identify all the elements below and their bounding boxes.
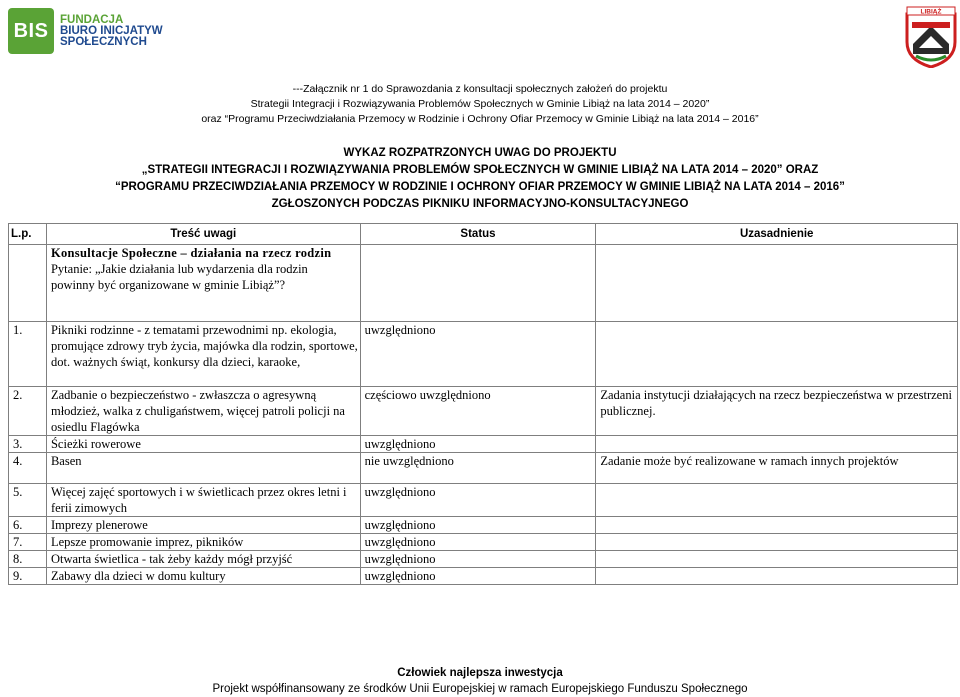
row-number: 4. bbox=[9, 453, 47, 484]
row-text: Imprezy plenerowe bbox=[46, 517, 360, 534]
header-status: Status bbox=[360, 224, 596, 245]
table-row bbox=[9, 387, 958, 436]
footer-slogan: Człowiek najlepsza inwestycja bbox=[397, 667, 563, 679]
table-row bbox=[9, 453, 958, 484]
libiaz-crest-icon bbox=[904, 4, 958, 68]
row-text: Więcej zajęć sportowych i w świetlicach przez okres letni i ferii zimowych bbox=[46, 484, 360, 517]
row-text: Pikniki rodzinne - z tematami przewodnimi np. ekologia, promujące zdrowy tryb życia, majówka dla rodzin, sportowe, dot. ważnych świąt, konkursy dla dzieci, karaoke, bbox=[46, 322, 360, 387]
row-status: nie uwzględniono bbox=[360, 453, 596, 484]
intro-cell bbox=[46, 245, 360, 322]
title-line2: „STRATEGII INTEGRACJI I ROZWIĄZYWANIA PROBLEMÓW SPOŁECZNYCH W GMINIE LIBIĄŻ NA LATA 2014 – 2020” ORAZ bbox=[141, 164, 819, 176]
row-text: Otwarta świetlica - tak żeby każdy mógł przyjść bbox=[46, 551, 360, 568]
foundation-name-line3: SPOŁECZNYCH bbox=[60, 35, 147, 48]
row-status: uwzględniono bbox=[360, 568, 596, 585]
row-reason bbox=[596, 551, 958, 568]
row-status: uwzględniono bbox=[360, 322, 596, 387]
intro-question: Pytanie: „Jakie działania lub wydarzenia dla rodzin powinny być organizowane w gminie Libiąż”? bbox=[50, 262, 308, 292]
document-header bbox=[0, 82, 960, 127]
row-number: 1. bbox=[9, 322, 47, 387]
bis-logo-mark: BIS bbox=[8, 8, 54, 54]
crest-label: LIBIĄŻ bbox=[920, 8, 942, 16]
intro-title: Konsultacje Społeczne – działania na rzecz rodzin bbox=[50, 246, 332, 260]
table-row bbox=[9, 551, 958, 568]
row-reason bbox=[596, 568, 958, 585]
table-row bbox=[9, 517, 958, 534]
row-status: uwzględniono bbox=[360, 517, 596, 534]
row-number: 2. bbox=[9, 387, 47, 436]
row-text: Ścieżki rowerowe bbox=[46, 436, 360, 453]
table-row bbox=[9, 322, 958, 387]
foundation-name bbox=[60, 15, 163, 48]
row-text: Zadbanie o bezpieczeństwo - zwłaszcza o agresywną młodzież, walka z chuligaństwem, więcej patroli policji na osiedlu Flagówka bbox=[46, 387, 360, 436]
row-reason: Zadanie może być realizowane w ramach innych projektów bbox=[596, 453, 958, 484]
foundation-name-line2: BIURO INICJATYW bbox=[60, 24, 163, 37]
row-reason bbox=[596, 534, 958, 551]
row-reason bbox=[596, 484, 958, 517]
row-reason: Zadania instytucji działających na rzecz bezpieczeństwa w przestrzeni publicznej. bbox=[596, 387, 958, 436]
header-line2: Strategii Integracji i Rozwiązywania Problemów Społecznych w Gminie Libiąż na lata 2014 – 2020” bbox=[250, 98, 710, 110]
row-reason bbox=[596, 322, 958, 387]
bis-logo bbox=[8, 8, 163, 54]
title-line4: ZGŁOSZONYCH PODCZAS PIKNIKU INFORMACYJNO-KONSULTACYJNEGO bbox=[271, 198, 689, 210]
header-line1: ---Załącznik nr 1 do Sprawozdania z konsultacji społecznych założeń do projektu bbox=[292, 83, 668, 95]
row-number: 7. bbox=[9, 534, 47, 551]
table-row bbox=[9, 436, 958, 453]
row-status: uwzględniono bbox=[360, 551, 596, 568]
row-status: uwzględniono bbox=[360, 436, 596, 453]
header-lp: L.p. bbox=[9, 224, 47, 245]
footer-funding-note: Projekt współfinansowany ze środków Unii Europejskiej w ramach Europejskiego Funduszu Społecznego bbox=[212, 683, 748, 695]
row-number: 8. bbox=[9, 551, 47, 568]
remarks-table bbox=[8, 223, 958, 585]
header-line3: oraz “Programu Przeciwdziałania Przemocy w Rodzinie i Ochrony Ofiar Przemocy w Gminie Libiąż na lata 2014 – 2016” bbox=[201, 113, 759, 125]
row-text: Lepsze promowanie imprez, pikników bbox=[46, 534, 360, 551]
header-content: Treść uwagi bbox=[46, 224, 360, 245]
row-text: Zabawy dla dzieci w domu kultury bbox=[46, 568, 360, 585]
row-number: 3. bbox=[9, 436, 47, 453]
row-reason bbox=[596, 436, 958, 453]
header-reason: Uzasadnienie bbox=[596, 224, 958, 245]
row-text: Basen bbox=[46, 453, 360, 484]
table-row bbox=[9, 534, 958, 551]
document-title bbox=[0, 145, 960, 213]
title-line1: WYKAZ ROZPATRZONYCH UWAG DO PROJEKTU bbox=[343, 147, 617, 159]
row-reason bbox=[596, 517, 958, 534]
table-row bbox=[9, 568, 958, 585]
document-footer bbox=[0, 665, 960, 697]
row-number: 5. bbox=[9, 484, 47, 517]
row-number: 9. bbox=[9, 568, 47, 585]
row-status: częściowo uwzględniono bbox=[360, 387, 596, 436]
row-number: 6. bbox=[9, 517, 47, 534]
table-row bbox=[9, 484, 958, 517]
title-line3: “PROGRAMU PRZECIWDZIAŁANIA PRZEMOCY W RODZINIE I OCHRONY OFIAR PRZEMOCY W GMINIE LIBIĄŻ NA LATA 2014 – 2016” bbox=[115, 181, 845, 193]
row-status: uwzględniono bbox=[360, 534, 596, 551]
table-header-row bbox=[9, 224, 958, 245]
table-intro-row bbox=[9, 245, 958, 322]
row-status: uwzględniono bbox=[360, 484, 596, 517]
foundation-name-line1: FUNDACJA bbox=[60, 13, 124, 26]
